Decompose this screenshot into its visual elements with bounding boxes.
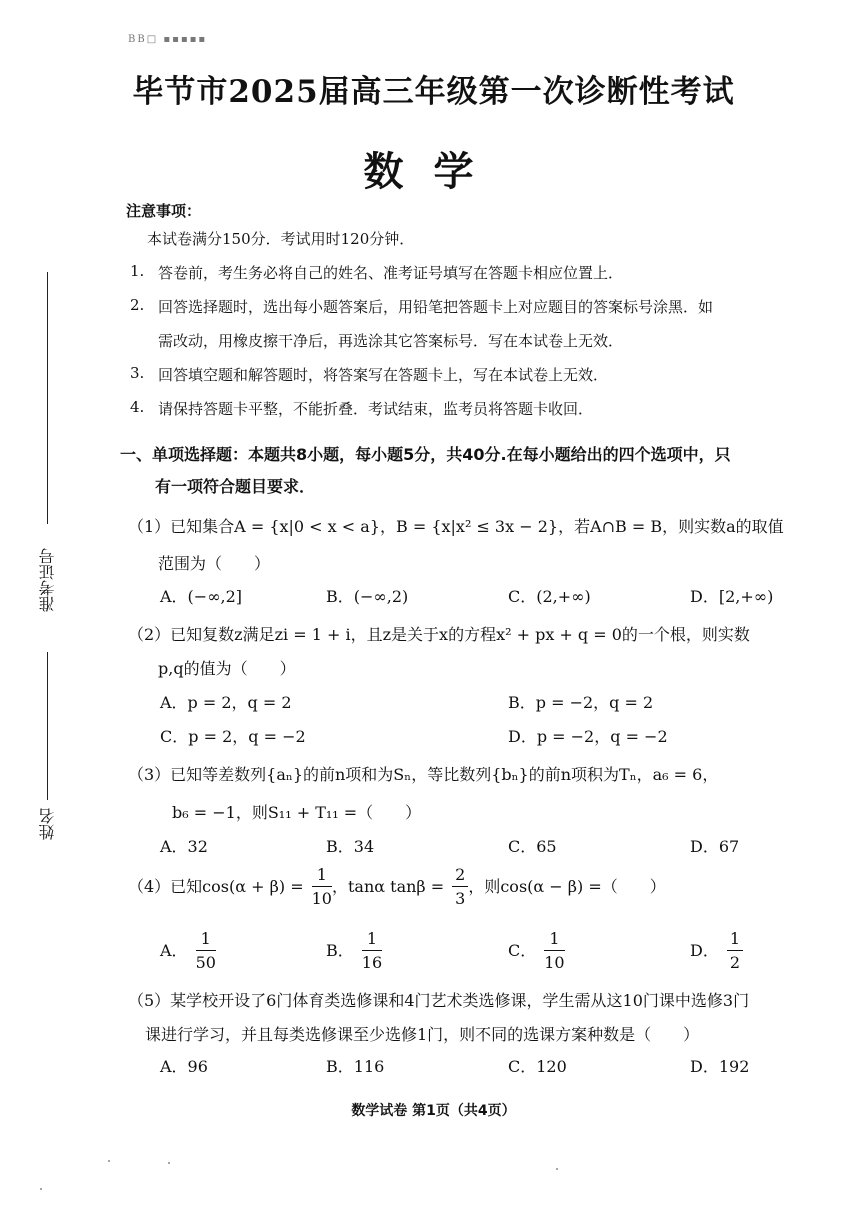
q1-option-a: A．(−∞,2]: [160, 587, 243, 606]
notice-item-1-num: 1.: [130, 262, 145, 280]
q4-option-b-label: B．: [326, 941, 354, 960]
q3-option-c: C．65: [508, 837, 557, 856]
scan-speck: [40, 1188, 42, 1190]
q4-option-b-den: 16: [361, 953, 383, 972]
exam-id-underline: [47, 272, 48, 524]
question-2: （2）已知复数z满足zi = 1 + i，且z是关于x的方程x² + px + q = 0的一个根，则实数: [128, 625, 750, 644]
q3-option-b: B．34: [326, 837, 375, 856]
q1-option-c: C．(2,+∞): [508, 587, 591, 606]
scan-speck: [108, 1160, 110, 1162]
q4-option-c-num: 1: [544, 928, 564, 951]
q3-option-a: A．32: [160, 837, 208, 856]
question-4: [128, 864, 666, 911]
q2-option-a: A．p = 2，q = 2: [160, 693, 292, 712]
q4-option-b-num: 1: [362, 928, 382, 951]
section-1-heading-cont: 有一项符合题目要求．: [155, 477, 316, 496]
question-3-cont: b₆ = −1，则S₁₁ + T₁₁ =（ ）: [172, 803, 422, 822]
notice-item-2: 回答选择题时，选出每小题答案后，用铅笔把答题卡上对应题目的答案标号涂黑．如: [158, 298, 714, 316]
scan-speck: [168, 1162, 170, 1164]
q4-fraction-1: [312, 864, 332, 911]
q2-option-b: B．p = −2，q = 2: [508, 693, 654, 712]
name-underline: [47, 652, 48, 800]
question-2-cont: p,q的值为（ ）: [158, 659, 296, 678]
q4-option-a-frac: [196, 928, 216, 975]
q4-middle: ，tanα tanβ =: [331, 877, 445, 896]
notice-item-3: 回答填空题和解答题时，将答案写在答题卡上，写在本试卷上无效．: [158, 366, 609, 384]
q5-option-a: A．96: [160, 1057, 208, 1076]
q4-option-c-label: C．: [508, 941, 537, 960]
q4-option-a-label: A．: [160, 941, 188, 960]
q4-fraction-1-den: 10: [311, 889, 332, 908]
section-1-heading: 一、单项选择题：本题共8小题，每小题5分，共40分.在每小题给出的四个选项中，只: [120, 445, 731, 464]
page-footer: 数学试卷 第1页（共4页）: [351, 1103, 516, 1119]
name-label: 姓名: [38, 808, 57, 840]
q4-option-c-den: 10: [544, 953, 565, 972]
exam-id-label: 准考证号: [38, 548, 57, 612]
q4-option-d: [690, 928, 743, 975]
q4-option-d-den: 2: [729, 953, 741, 972]
q4-option-c-frac: [544, 928, 564, 975]
question-3: （3）已知等差数列{aₙ}的前n项和为Sₙ，等比数列{bₙ}的前n项积为Tₙ，a₆ = 6，: [128, 765, 719, 784]
q3-option-d: D．67: [690, 837, 740, 856]
notice-item-2-cont: 需改动，用橡皮擦干净后，再选涂其它答案标号．写在本试卷上无效．: [158, 332, 624, 350]
q4-fraction-2-den: 3: [455, 889, 466, 908]
q4-option-d-num: 1: [727, 928, 743, 951]
q4-option-d-label: D．: [690, 941, 719, 960]
q4-option-a-num: 1: [196, 928, 216, 951]
q2-option-c: C．p = 2，q = −2: [160, 727, 306, 746]
q4-fraction-1-num: 1: [312, 864, 332, 887]
q4-fraction-2-num: 2: [452, 864, 468, 887]
question-5: （5）某学校开设了6门体育类选修课和4门艺术类选修课，学生需从这10门课中选修3门: [128, 991, 750, 1010]
q4-option-a: [160, 928, 216, 975]
q4-fraction-2: [452, 864, 468, 911]
scan-speck: [556, 1168, 558, 1170]
exam-title: 毕节市2025届高三年级第一次诊断性考试: [132, 74, 735, 110]
question-5-cont: 课进行学习，并且每类选修课至少选修1门，则不同的选课方案种数是（ ）: [145, 1025, 700, 1044]
q4-option-a-den: 50: [195, 953, 216, 972]
q5-option-d: D．192: [690, 1057, 750, 1076]
q4-prefix: （4）已知cos(α + β) =: [128, 877, 304, 896]
notice-item-4-num: 4.: [130, 398, 145, 416]
notice-item-3-num: 3.: [130, 364, 145, 382]
q4-option-b: [326, 928, 382, 975]
q4-suffix: ，则cos(α − β) =（ ）: [468, 877, 666, 896]
subject-title: 数学: [363, 148, 504, 195]
notice-item-1: 答卷前，考生务必将自己的姓名、准考证号填写在答题卡相应位置上．: [158, 264, 624, 282]
corner-mark: ВВ□ ▪▪▪▪▪: [128, 34, 208, 45]
notice-item-4: 请保持答题卡平整，不能折叠．考试结束，监考员将答题卡收回．: [158, 400, 594, 418]
q4-option-b-frac: [362, 928, 382, 975]
q2-option-d: D．p = −2，q = −2: [508, 727, 668, 746]
notice-heading: 注意事项：: [126, 202, 202, 220]
q4-option-c: [508, 928, 565, 975]
q5-option-c: C．120: [508, 1057, 567, 1076]
q1-option-d: D．[2,+∞): [690, 587, 774, 606]
q4-option-d-frac: [727, 928, 743, 975]
question-1-cont: 范围为（ ）: [158, 554, 271, 573]
q1-option-b: B．(−∞,2): [326, 587, 409, 606]
notice-intro: 本试卷满分150分．考试用时120分钟．: [147, 230, 415, 248]
q5-option-b: B．116: [326, 1057, 385, 1076]
notice-item-2-num: 2.: [130, 296, 145, 314]
question-1: （1）已知集合A = {x|0 < x < a}，B = {x|x² ≤ 3x − 2}，若A∩B = B，则实数a的取值: [128, 517, 784, 536]
